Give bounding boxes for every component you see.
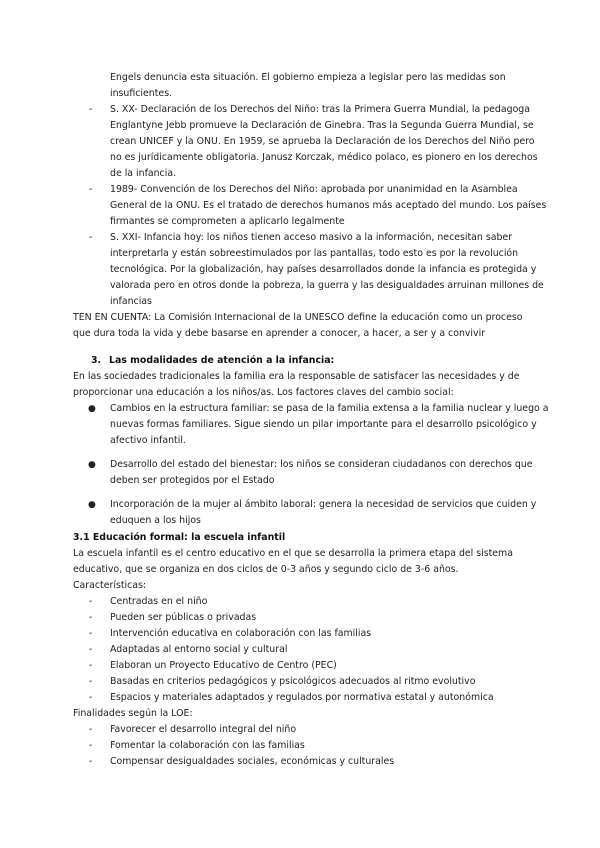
list-item: [73, 658, 528, 674]
dash-marker: -: [89, 676, 93, 687]
list-item-text: Basadas en criterios pedagógicos y psicológicos adecuados al ritmo evolutivo: [110, 676, 476, 687]
text-line: valorada pero en otros donde la pobreza, la guerra y las desigualdades arruinan millones de: [110, 280, 544, 291]
list-item-text: Espacios y materiales adaptados y regulados por normativa estatal y autonómica: [110, 692, 494, 703]
list-item-text: Pueden ser públicas o privadas: [110, 612, 257, 623]
text-line: Incorporación de la mujer al ámbito laboral: genera la necesidad de servicios que cuiden y: [110, 499, 537, 510]
list-item-text: Adaptadas al entorno social y cultural: [110, 644, 288, 655]
dash-marker: -: [89, 612, 93, 623]
history-item-1989: [73, 182, 547, 230]
list-item-text: Favorecer el desarrollo integral del niño: [110, 724, 297, 735]
bullet-marker: ●: [88, 460, 96, 470]
dash-marker: -: [89, 660, 93, 671]
list-item: [73, 626, 528, 642]
text-line: TEN EN CUENTA: La Comisión Internacional de la UNESCO define la educación como un proceso: [73, 312, 523, 323]
dash-marker: -: [89, 724, 93, 735]
text-line: insuficientes.: [110, 88, 173, 99]
text-line: crean UNICEF y la ONU. En 1959, se aprueba la Declaración de los Derechos del Niño pero: [110, 136, 535, 147]
text-line: infancias: [110, 296, 152, 307]
section-title: Las modalidades de atención a la infancia:: [109, 355, 335, 366]
dash-marker: -: [89, 596, 93, 607]
dash-marker: -: [89, 104, 93, 115]
aims-label: Finalidades según la LOE:: [73, 708, 193, 719]
list-item: [73, 754, 528, 770]
text-line: En las sociedades tradicionales la familia era la responsable de satisfacer las necesidades y de: [73, 371, 520, 382]
dash-marker: -: [89, 628, 93, 639]
section-3-1: [73, 530, 528, 770]
dash-marker: -: [89, 644, 93, 655]
features-label: Características:: [73, 580, 147, 591]
text-line: tecnológica. Por la globalización, hay países desarrollados donde la infancia es protegida y: [110, 264, 537, 275]
history-item-20th-century: [73, 102, 538, 182]
list-item: [73, 610, 528, 626]
list-item-text: Compensar desigualdades sociales, económicas y culturales: [110, 756, 395, 767]
text-line: Englantyne Jebb promueve la Declaración de Ginebra. Tras la Segunda Guerra Mundial, se: [110, 120, 534, 131]
section-number: 3.: [91, 355, 102, 366]
history-item-21st-century: [73, 230, 544, 310]
list-item: [73, 738, 528, 754]
text-line: Engels denuncia esta situación. El gobierno empieza a legislar pero las medidas son: [110, 72, 506, 83]
text-line: no es jurídicamente obligatoria. Janusz Korczak, médico polaco, es pionero en los derechos: [110, 152, 538, 163]
text-line: firmantes se comprometen a aplicarlo legalmente: [110, 216, 345, 227]
list-item-text: Elaboran un Proyecto Educativo de Centro (PEC): [110, 660, 337, 671]
section-3-heading: [91, 353, 528, 369]
bullet-welfare-state: [73, 457, 533, 489]
text-line: afectivo infantil.: [110, 435, 186, 446]
list-item: [73, 722, 528, 738]
unesco-note: [73, 310, 528, 342]
text-line: S. XXI- Infancia hoy: los niños tienen acceso masivo a la información, necesitan saber: [110, 232, 513, 243]
text-line: General de la ONU. Es el tratado de derechos humanos más aceptado del mundo. Los países: [110, 200, 547, 211]
list-item: [73, 642, 528, 658]
aims-list: [73, 722, 528, 770]
continuation-paragraph: [73, 70, 528, 102]
list-item-text: Centradas en el niño: [110, 596, 208, 607]
section-3-intro: [73, 369, 528, 401]
text-line: de la infancia.: [110, 168, 177, 179]
dash-marker: -: [89, 756, 93, 767]
text-line: Cambios en la estructura familiar: se pasa de la familia extensa a la familia nuclear y luego a: [110, 403, 549, 414]
bullet-marker: ●: [88, 500, 96, 510]
list-item: [73, 690, 528, 706]
section-3-1-intro: [73, 546, 528, 578]
dash-marker: -: [89, 232, 93, 243]
list-item-text: Fomentar la colaboración con las familias: [110, 740, 305, 751]
text-line: proporcionar una educación a los niños/as. Los factores claves del cambio social:: [73, 387, 454, 398]
bullet-marker: ●: [88, 404, 96, 414]
dash-marker: -: [89, 740, 93, 751]
section-3-1-heading: 3.1 Educación formal: la escuela infantil: [73, 532, 286, 543]
text-line: interpretarla y están sobreestimulados por las pantallas, todo esto es por la revolución: [110, 248, 519, 259]
text-line: educativo, que se organiza en dos ciclos de 0-3 años y segundo ciclo de 3-6 años.: [73, 564, 459, 575]
text-line: que dura toda la vida y debe basarse en aprender a conocer, a hacer, a ser y a convivir: [73, 328, 486, 339]
list-item: [73, 674, 528, 690]
dash-marker: -: [89, 184, 93, 195]
dash-marker: -: [89, 692, 93, 703]
section-3: [73, 353, 549, 529]
list-item: [73, 594, 528, 610]
text-line: 1989- Convención de los Derechos del Niño: aprobada por unanimidad en la Asamblea: [110, 184, 518, 195]
text-line: deben ser protegidos por el Estado: [110, 475, 275, 486]
history-section: [73, 70, 547, 342]
text-line: eduquen a los hijos: [110, 515, 201, 526]
bullet-women-labour: [73, 497, 537, 529]
text-line: S. XX- Declaración de los Derechos del Niño: tras la Primera Guerra Mundial, la pedagoga: [110, 104, 531, 115]
bullet-family-structure: [73, 401, 549, 449]
text-line: nuevas formas familiares. Sigue siendo un pilar importante para el desarrollo psicológico y: [110, 419, 537, 430]
text-line: Desarrollo del estado del bienestar: los niños se consideran ciudadanos con derechos que: [110, 459, 533, 470]
text-line: La escuela infantil es el centro educativo en el que se desarrolla la primera etapa del sistema: [73, 548, 513, 559]
list-item-text: Intervención educativa en colaboración con las familias: [110, 628, 372, 639]
features-list: [73, 594, 528, 706]
